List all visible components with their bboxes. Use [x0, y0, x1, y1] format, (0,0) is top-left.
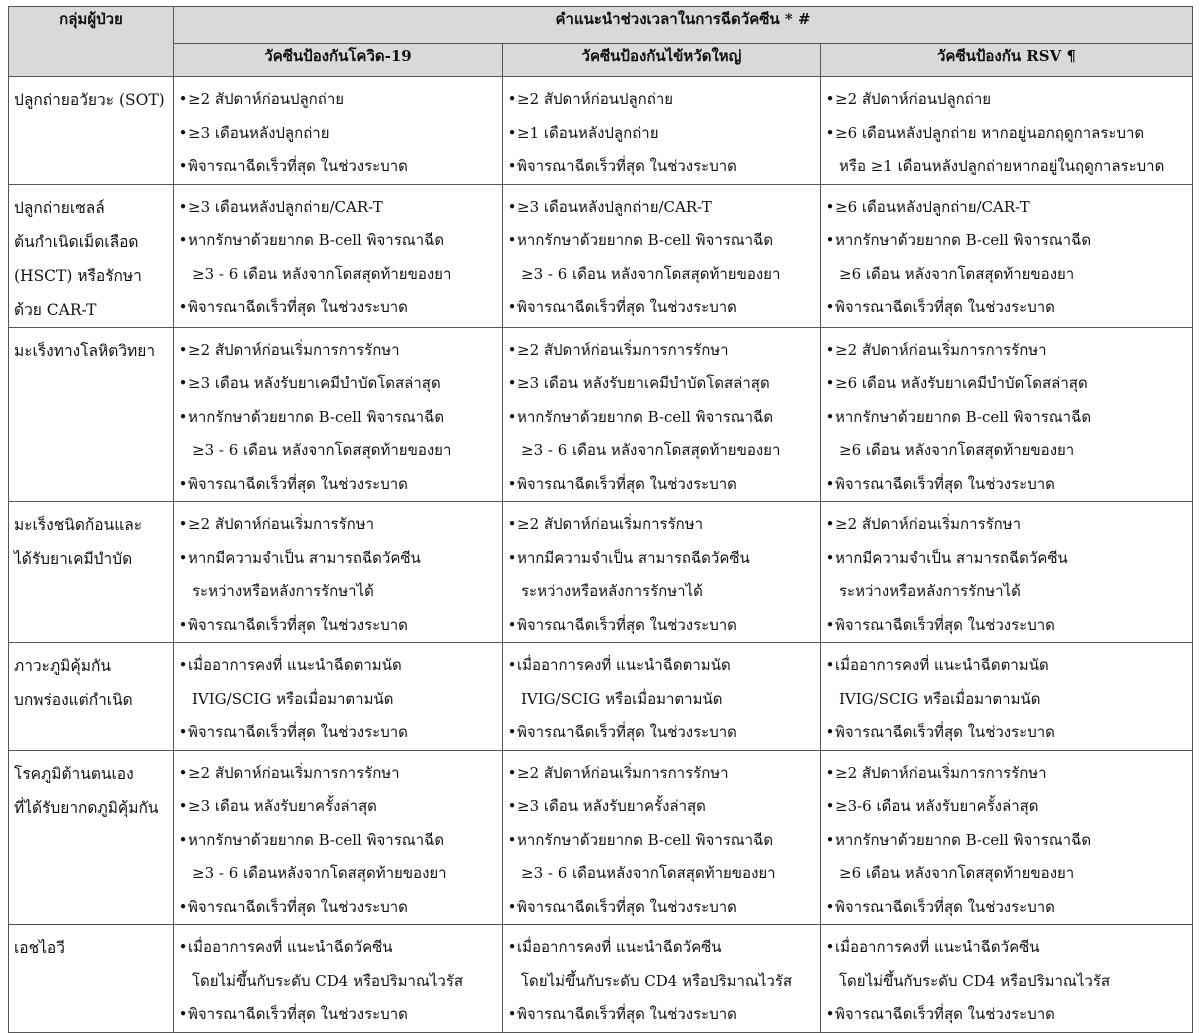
recommendation-text: ≥3 - 6 เดือน หลังจากโดสสุดท้ายของยา: [192, 441, 452, 459]
bullet-icon: •: [825, 231, 835, 249]
recommendation-line: [507, 334, 816, 368]
recommendation-line: [825, 965, 1188, 999]
recommendation-text: โดยไม่ขึ้นกับระดับ CD4 หรือปริมาณไวรัส: [192, 971, 464, 990]
recommendation-text: เมื่ออาการคงที่ แนะนำฉีดตามนัด: [517, 656, 731, 674]
recommendation-text: ≥2 สัปดาห์ก่อนเริ่มการรักษา: [517, 515, 704, 533]
bullet-icon: •: [178, 938, 188, 956]
recommendation-line: [825, 683, 1188, 717]
patient-group-header: กลุ่มผู้ป่วย: [9, 7, 174, 77]
recommendation-line: [178, 790, 498, 824]
recommendation-line: [825, 757, 1188, 791]
bullet-icon: •: [178, 197, 188, 216]
recommendation-text: หากรักษาด้วยยากด B-cell พิจารณาฉีด: [188, 407, 445, 426]
recommendation-text: หากรักษาด้วยยากด B-cell พิจารณาฉีด: [835, 830, 1092, 849]
rsv-vaccine-header: วัคซีนป้องกัน RSV ¶: [821, 44, 1193, 77]
bullet-icon: •: [178, 474, 188, 493]
recommendation-line: [507, 824, 816, 858]
covid-recommendation-cell: [174, 327, 503, 502]
table-row: [9, 643, 1193, 751]
recommendation-line: [507, 757, 816, 791]
recommendation-text: ≥2 สัปดาห์ก่อนเริ่มการรักษา: [188, 515, 375, 533]
recommendation-line: [825, 83, 1188, 117]
recommendation-line: [507, 649, 816, 683]
rsv-recommendation-cell: [821, 77, 1193, 185]
bullet-icon: •: [507, 157, 517, 175]
recommendation-text: ≥3 - 6 เดือน หลังจากโดสสุดท้ายของยา: [192, 264, 452, 283]
rsv-recommendation-cell: [821, 184, 1193, 327]
recommendation-line: [178, 857, 498, 891]
recommendation-text: พิจารณาฉีดเร็วที่สุด ในช่วงระบาด: [188, 615, 408, 634]
recommendation-line: [178, 367, 498, 401]
table-row: [9, 925, 1193, 1033]
recommendation-text: พิจารณาฉีดเร็วที่สุด ในช่วงระบาด: [835, 298, 1055, 316]
bullet-icon: •: [825, 938, 835, 956]
covid-recommendation-cell: [174, 502, 503, 643]
bullet-icon: •: [507, 763, 517, 782]
recommendation-line: [507, 857, 816, 891]
patient-group-cell: [9, 327, 174, 502]
recommendation-text: ≥6 เดือน หลังรับยาเคมีบำบัดโดสล่าสุด: [835, 374, 1088, 392]
recommendation-line: [507, 401, 816, 435]
bullet-icon: •: [507, 197, 517, 216]
recommendation-line: [825, 224, 1188, 258]
recommendation-line: [825, 150, 1188, 184]
bullet-icon: •: [825, 723, 835, 741]
patient-group-label: มะเร็งชนิดก้อนและ: [14, 516, 143, 534]
recommendation-line: [825, 117, 1188, 151]
recommendation-line: [178, 150, 498, 184]
patient-group-label: ภาวะภูมิคุ้มกัน: [14, 657, 111, 675]
covid-recommendation-cell: [174, 77, 503, 185]
bullet-icon: •: [825, 656, 835, 674]
recommendation-line: [825, 334, 1188, 368]
recommendation-line: [178, 508, 498, 542]
recommendation-text: ≥6 เดือนหลังปลูกถ่าย/CAR-T: [835, 197, 1030, 216]
recommendation-text: พิจารณาฉีดเร็วที่สุด ในช่วงระบาด: [517, 298, 737, 316]
bullet-icon: •: [825, 1005, 835, 1023]
recommendation-text: หากรักษาด้วยยากด B-cell พิจารณาฉีด: [517, 830, 774, 849]
recommendation-line: [507, 508, 816, 542]
recommendation-text: หากรักษาด้วยยากด B-cell พิจารณาฉีด: [188, 830, 445, 849]
recommendation-line: [178, 649, 498, 683]
bullet-icon: •: [507, 474, 517, 493]
recommendation-line: [507, 117, 816, 151]
recommendation-line: [507, 258, 816, 292]
bullet-icon: •: [507, 90, 517, 108]
patient-group-label: ด้วย CAR-T: [14, 300, 97, 319]
bullet-icon: •: [178, 515, 188, 533]
recommendation-line: [507, 683, 816, 717]
bullet-icon: •: [507, 1005, 517, 1023]
recommendation-text: หากมีความจำเป็น สามารถฉีดวัคซีน: [188, 548, 421, 567]
bullet-icon: •: [178, 797, 188, 815]
patient-group-label: (HSCT) หรือรักษา: [14, 266, 142, 285]
bullet-icon: •: [178, 763, 188, 782]
recommendation-text: พิจารณาฉีดเร็วที่สุด ในช่วงระบาด: [188, 157, 408, 175]
patient-group-label: ที่ได้รับยากดภูมิคุ้มกัน: [14, 798, 159, 817]
recommendation-line: [507, 716, 816, 750]
bullet-icon: •: [178, 830, 188, 849]
recommendation-line: [507, 575, 816, 609]
recommendation-text: ≥6 เดือน หลังจากโดสสุดท้ายของยา: [839, 264, 1075, 283]
rsv-recommendation-cell: [821, 643, 1193, 751]
flu-recommendation-cell: [503, 750, 821, 925]
recommendation-text: พิจารณาฉีดเร็วที่สุด ในช่วงระบาด: [188, 1005, 408, 1023]
flu-recommendation-cell: [503, 925, 821, 1033]
recommendation-line: [825, 191, 1188, 225]
patient-group-cell: [9, 643, 174, 751]
recommendation-line: [825, 434, 1188, 468]
recommendation-text: ≥3 เดือน หลังรับยาเคมีบำบัดโดสล่าสุด: [188, 374, 441, 392]
recommendation-line: [178, 291, 498, 325]
patient-group-cell: [9, 184, 174, 327]
recommendation-line: [507, 468, 816, 502]
recommendation-text: โดยไม่ขึ้นกับระดับ CD4 หรือปริมาณไวรัส: [839, 971, 1111, 990]
bullet-icon: •: [507, 374, 517, 392]
recommendation-line: [507, 83, 816, 117]
bullet-icon: •: [825, 298, 835, 316]
covid-recommendation-cell: [174, 184, 503, 327]
recommendation-line: [178, 83, 498, 117]
recommendation-line: [507, 367, 816, 401]
bullet-icon: •: [178, 1005, 188, 1023]
recommendation-text: พิจารณาฉีดเร็วที่สุด ในช่วงระบาด: [517, 474, 737, 493]
covid-recommendation-cell: [174, 750, 503, 925]
recommendation-text: หากมีความจำเป็น สามารถฉีดวัคซีน: [517, 548, 750, 567]
recommendation-line: [178, 575, 498, 609]
covid-vaccine-header: วัคซีนป้องกันโควิด-19: [174, 44, 503, 77]
recommendation-line: [178, 998, 498, 1032]
recommendation-text: ≥6 เดือน หลังจากโดสสุดท้ายของยา: [839, 864, 1075, 882]
recommendation-text: ≥3 เดือนหลังปลูกถ่าย/CAR-T: [517, 197, 712, 216]
recommendation-line: [825, 824, 1188, 858]
bullet-icon: •: [507, 123, 517, 142]
recommendation-text: ≥3 เดือนหลังปลูกถ่าย/CAR-T: [188, 197, 383, 216]
recommendation-text: พิจารณาฉีดเร็วที่สุด ในช่วงระบาด: [188, 723, 408, 741]
bullet-icon: •: [178, 615, 188, 634]
bullet-icon: •: [507, 797, 517, 815]
recommendation-line: [825, 401, 1188, 435]
bullet-icon: •: [825, 830, 835, 849]
recommendation-line: [507, 790, 816, 824]
recommendation-text: ≥3 - 6 เดือน หลังจากโดสสุดท้ายของยา: [521, 264, 781, 283]
rsv-recommendation-cell: [821, 327, 1193, 502]
recommendation-line: [178, 965, 498, 999]
recommendation-text: หากรักษาด้วยยากด B-cell พิจารณาฉีด: [188, 231, 445, 249]
bullet-icon: •: [178, 374, 188, 392]
recommendation-text: พิจารณาฉีดเร็วที่สุด ในช่วงระบาด: [517, 723, 737, 741]
flu-recommendation-cell: [503, 327, 821, 502]
recommendation-text: เมื่ออาการคงที่ แนะนำฉีดตามนัด: [188, 656, 402, 674]
recommendation-line: [825, 716, 1188, 750]
bullet-icon: •: [825, 474, 835, 493]
recommendation-line: [178, 258, 498, 292]
patient-group-label: ได้รับยาเคมีบำบัด: [14, 550, 133, 568]
bullet-icon: •: [178, 897, 188, 916]
recommendation-text: IVIG/SCIG หรือเมื่อมาตามนัด: [521, 689, 723, 708]
recommendation-line: [825, 575, 1188, 609]
recommendation-text: เมื่ออาการคงที่ แนะนำฉีดวัคซีน: [517, 938, 722, 956]
bullet-icon: •: [507, 340, 517, 359]
recommendation-text: พิจารณาฉีดเร็วที่สุด ในช่วงระบาด: [188, 474, 408, 493]
recommendation-text: ระหว่างหรือหลังการรักษาได้: [192, 582, 374, 600]
recommendation-line: [178, 683, 498, 717]
bullet-icon: •: [825, 548, 835, 567]
recommendation-line: [178, 716, 498, 750]
bullet-icon: •: [825, 897, 835, 916]
recommendation-line: [825, 291, 1188, 325]
recommendation-line: [178, 117, 498, 151]
recommendation-line: [825, 258, 1188, 292]
recommendation-text: ≥3-6 เดือน หลังรับยาครั้งล่าสุด: [835, 797, 1039, 815]
recommendation-line: [507, 150, 816, 184]
recommendation-text: พิจารณาฉีดเร็วที่สุด ในช่วงระบาด: [835, 1005, 1055, 1023]
recommendation-line: [178, 542, 498, 576]
recommendation-text: โดยไม่ขึ้นกับระดับ CD4 หรือปริมาณไวรัส: [521, 971, 793, 990]
recommendation-text: ≥2 สัปดาห์ก่อนเริ่มการรักษา: [835, 515, 1022, 533]
recommendation-text: เมื่ออาการคงที่ แนะนำฉีดตามนัด: [835, 656, 1049, 674]
bullet-icon: •: [825, 763, 835, 782]
recommendation-text: เมื่ออาการคงที่ แนะนำฉีดวัคซีน: [835, 938, 1040, 956]
bullet-icon: •: [507, 723, 517, 741]
bullet-icon: •: [507, 830, 517, 849]
recommendation-text: พิจารณาฉีดเร็วที่สุด ในช่วงระบาด: [835, 474, 1055, 493]
table-row: [9, 502, 1193, 643]
recommendation-text: ≥3 เดือน หลังรับยาครั้งล่าสุด: [517, 797, 706, 815]
bullet-icon: •: [507, 938, 517, 956]
recommendation-text: ≥3 - 6 เดือน หลังจากโดสสุดท้ายของยา: [521, 441, 781, 459]
bullet-icon: •: [507, 615, 517, 634]
table-row: [9, 327, 1193, 502]
recommendation-line: [507, 965, 816, 999]
patient-group-cell: [9, 925, 174, 1033]
patient-group-label: โรคภูมิต้านตนเอง: [14, 764, 134, 783]
recommendation-line: [178, 434, 498, 468]
table-row: [9, 184, 1193, 327]
bullet-icon: •: [507, 897, 517, 916]
recommendation-line: [507, 224, 816, 258]
recommendation-text: พิจารณาฉีดเร็วที่สุด ในช่วงระบาด: [517, 157, 737, 175]
recommendation-line: [825, 508, 1188, 542]
bullet-icon: •: [178, 231, 188, 249]
recommendation-text: หากรักษาด้วยยากด B-cell พิจารณาฉีด: [517, 231, 774, 249]
recommendation-line: [825, 857, 1188, 891]
patient-group-cell: [9, 750, 174, 925]
flu-recommendation-cell: [503, 184, 821, 327]
covid-recommendation-cell: [174, 925, 503, 1033]
recommendation-line: [825, 790, 1188, 824]
recommendation-line: [507, 434, 816, 468]
patient-group-label: ปลูกถ่ายอวัยวะ (SOT): [14, 91, 165, 109]
table-body: [9, 77, 1193, 1033]
bullet-icon: •: [825, 197, 835, 216]
recommendation-text: หากมีความจำเป็น สามารถฉีดวัคซีน: [835, 548, 1068, 567]
bullet-icon: •: [178, 90, 188, 108]
table-row: [9, 750, 1193, 925]
rsv-recommendation-cell: [821, 925, 1193, 1033]
bullet-icon: •: [825, 407, 835, 426]
patient-group-label: เอชไอวี: [14, 939, 65, 957]
recommendation-line: [178, 191, 498, 225]
recommendation-text: ≥6 เดือนหลังปลูกถ่าย หากอยู่นอกฤดูกาลระบาด: [835, 123, 1145, 142]
recommendation-text: พิจารณาฉีดเร็วที่สุด ในช่วงระบาด: [517, 1005, 737, 1023]
header-row-top: [9, 7, 1193, 44]
flu-vaccine-header: วัคซีนป้องกันไข้หวัดใหญ่: [503, 44, 821, 77]
vaccine-timing-table: [8, 6, 1193, 1033]
recommendation-line: [825, 998, 1188, 1032]
recommendation-text: ≥6 เดือน หลังจากโดสสุดท้ายของยา: [839, 441, 1075, 459]
bullet-icon: •: [178, 548, 188, 567]
bullet-icon: •: [507, 548, 517, 567]
bullet-icon: •: [825, 615, 835, 634]
recommendation-line: [178, 757, 498, 791]
recommendation-text: หรือ ≥1 เดือนหลังปลูกถ่ายหากอยู่ในฤดูกาลระบาด: [839, 157, 1165, 175]
table-row: [9, 77, 1193, 185]
recommendation-line: [507, 931, 816, 965]
flu-recommendation-cell: [503, 643, 821, 751]
recommendation-text: พิจารณาฉีดเร็วที่สุด ในช่วงระบาด: [835, 897, 1055, 916]
recommendation-text: ≥2 สัปดาห์ก่อนเริ่มการการรักษา: [835, 340, 1047, 359]
recommendation-line: [825, 542, 1188, 576]
bullet-icon: •: [507, 656, 517, 674]
bullet-icon: •: [178, 157, 188, 175]
recommendation-text: ≥2 สัปดาห์ก่อนเริ่มการการรักษา: [188, 763, 400, 782]
covid-recommendation-cell: [174, 643, 503, 751]
recommendation-text: ≥3 เดือน หลังรับยาเคมีบำบัดโดสล่าสุด: [517, 374, 770, 392]
header-row-vaccines: [9, 44, 1193, 77]
recommendation-text: ≥3 - 6 เดือนหลังจากโดสสุดท้ายของยา: [521, 864, 776, 882]
recommendation-line: [507, 609, 816, 643]
recommendation-text: ≥3 เดือนหลังปลูกถ่าย: [188, 123, 330, 142]
rsv-recommendation-cell: [821, 502, 1193, 643]
recommendation-line: [507, 291, 816, 325]
recommendation-text: หากรักษาด้วยยากด B-cell พิจารณาฉีด: [835, 231, 1092, 249]
bullet-icon: •: [825, 123, 835, 142]
bullet-icon: •: [507, 298, 517, 316]
patient-group-label: มะเร็งทางโลหิตวิทยา: [14, 341, 156, 360]
recommendation-text: ≥2 สัปดาห์ก่อนเริ่มการการรักษา: [517, 340, 729, 359]
bullet-icon: •: [178, 123, 188, 142]
patient-group-label: ต้นกำเนิดเม็ดเลือด: [14, 232, 139, 251]
recommendation-line: [825, 931, 1188, 965]
recommendation-line: [178, 224, 498, 258]
recommendation-text: ≥3 - 6 เดือนหลังจากโดสสุดท้ายของยา: [192, 864, 447, 882]
recommendation-text: ≥2 สัปดาห์ก่อนปลูกถ่าย: [517, 90, 674, 108]
recommendation-text: เมื่ออาการคงที่ แนะนำฉีดวัคซีน: [188, 938, 393, 956]
bullet-icon: •: [507, 515, 517, 533]
recommendation-line: [825, 367, 1188, 401]
recommendation-line: [178, 931, 498, 965]
recommendation-line: [507, 542, 816, 576]
patient-group-cell: [9, 502, 174, 643]
bullet-icon: •: [178, 723, 188, 741]
bullet-icon: •: [507, 231, 517, 249]
recommendation-line: [178, 609, 498, 643]
recommendation-text: ≥1 เดือนหลังปลูกถ่าย: [517, 123, 659, 142]
recommendation-line: [178, 401, 498, 435]
bullet-icon: •: [178, 407, 188, 426]
recommendation-line: [825, 609, 1188, 643]
recommendation-text: ≥3 เดือน หลังรับยาครั้งล่าสุด: [188, 797, 377, 815]
bullet-icon: •: [825, 515, 835, 533]
flu-recommendation-cell: [503, 77, 821, 185]
recommendation-text: พิจารณาฉีดเร็วที่สุด ในช่วงระบาด: [517, 897, 737, 916]
recommendation-text: พิจารณาฉีดเร็วที่สุด ในช่วงระบาด: [835, 723, 1055, 741]
bullet-icon: •: [178, 298, 188, 316]
recommendation-text: ระหว่างหรือหลังการรักษาได้: [839, 582, 1021, 600]
bullet-icon: •: [178, 340, 188, 359]
recommendation-text: พิจารณาฉีดเร็วที่สุด ในช่วงระบาด: [188, 298, 408, 316]
recommendation-text: IVIG/SCIG หรือเมื่อมาตามนัด: [192, 689, 394, 708]
recommendation-text: ระหว่างหรือหลังการรักษาได้: [521, 582, 703, 600]
patient-group-label: บกพร่องแต่กำเนิด: [14, 691, 133, 709]
patient-group-cell: [9, 77, 174, 185]
recommendation-line: [178, 334, 498, 368]
recommendation-text: ≥2 สัปดาห์ก่อนปลูกถ่าย: [188, 90, 345, 108]
bullet-icon: •: [825, 797, 835, 815]
recommendation-line: [178, 468, 498, 502]
bullet-icon: •: [825, 340, 835, 359]
recommendation-text: ≥2 สัปดาห์ก่อนปลูกถ่าย: [835, 90, 992, 108]
recommendation-text: หากรักษาด้วยยากด B-cell พิจารณาฉีด: [835, 407, 1092, 426]
recommendation-line: [507, 191, 816, 225]
recommendation-text: พิจารณาฉีดเร็วที่สุด ในช่วงระบาด: [835, 615, 1055, 634]
recommendation-line: [178, 824, 498, 858]
recommendation-text: พิจารณาฉีดเร็วที่สุด ในช่วงระบาด: [517, 615, 737, 634]
recommendation-line: [507, 998, 816, 1032]
recommendation-text: ≥2 สัปดาห์ก่อนเริ่มการการรักษา: [188, 340, 400, 359]
bullet-icon: •: [178, 656, 188, 674]
recommendation-text: IVIG/SCIG หรือเมื่อมาตามนัด: [839, 689, 1041, 708]
flu-recommendation-cell: [503, 502, 821, 643]
bullet-icon: •: [507, 407, 517, 426]
recommendation-header: คำแนะนำช่วงเวลาในการฉีดวัคซีน * #: [174, 7, 1193, 44]
recommendation-text: หากรักษาด้วยยากด B-cell พิจารณาฉีด: [517, 407, 774, 426]
patient-group-label: ปลูกถ่ายเซลล์: [14, 198, 105, 217]
recommendation-text: ≥2 สัปดาห์ก่อนเริ่มการการรักษา: [835, 763, 1047, 782]
recommendation-text: ≥2 สัปดาห์ก่อนเริ่มการการรักษา: [517, 763, 729, 782]
rsv-recommendation-cell: [821, 750, 1193, 925]
recommendation-line: [825, 891, 1188, 925]
bullet-icon: •: [825, 90, 835, 108]
recommendation-line: [507, 891, 816, 925]
recommendation-line: [825, 468, 1188, 502]
recommendation-text: พิจารณาฉีดเร็วที่สุด ในช่วงระบาด: [188, 897, 408, 916]
recommendation-line: [178, 891, 498, 925]
recommendation-line: [825, 649, 1188, 683]
bullet-icon: •: [825, 374, 835, 392]
